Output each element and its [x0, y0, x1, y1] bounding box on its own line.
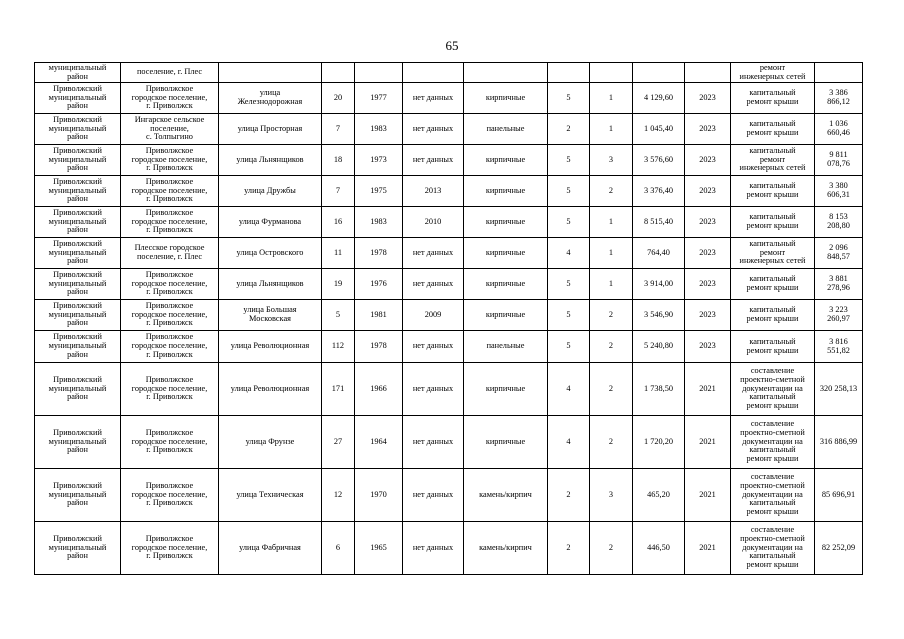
- work-type-cell: составление проектно-сметной документации на капитальный ремонт крыши: [731, 416, 815, 469]
- entrances-cell: 2: [590, 176, 633, 207]
- last-repair-year-cell: 2010: [403, 207, 464, 238]
- plan-year-cell: 2023: [685, 114, 731, 145]
- last-repair-year-cell: нет данных: [403, 416, 464, 469]
- page-number: 65: [445, 38, 459, 53]
- work-type-cell: капитальный ремонт крыши: [731, 300, 815, 331]
- settlement-cell: Приволжское городское поселение, г. Приволжск: [121, 416, 219, 469]
- house-number-cell: 6: [322, 522, 355, 575]
- table-row: [35, 207, 863, 238]
- plan-year-cell: 2021: [685, 469, 731, 522]
- build-year-cell: 1983: [355, 207, 403, 238]
- municipality-cell: Приволжский муниципальный район: [35, 207, 121, 238]
- work-type-cell: капитальный ремонт крыши: [731, 83, 815, 114]
- settlement-cell: Ингарское сельское поселение, с. Толпыгино: [121, 114, 219, 145]
- entrances-cell: 1: [590, 207, 633, 238]
- work-type-cell: капитальный ремонт инженерных сетей: [731, 238, 815, 269]
- last-repair-year-cell: нет данных: [403, 238, 464, 269]
- street-cell: улица Островского: [219, 238, 322, 269]
- settlement-cell: Приволжское городское поселение, г. Приволжск: [121, 269, 219, 300]
- area-cell: 3 576,60: [633, 145, 685, 176]
- work-type-cell: капитальный ремонт крыши: [731, 176, 815, 207]
- plan-year-cell: 2023: [685, 207, 731, 238]
- settlement-cell: Приволжское городское поселение, г. Приволжск: [121, 83, 219, 114]
- table-row: [35, 176, 863, 207]
- entrances-cell: 2: [590, 363, 633, 416]
- cost-cell: 2 096 848,57: [815, 238, 863, 269]
- municipality-cell: Приволжский муниципальный район: [35, 145, 121, 176]
- cost-cell: 3 223 260,97: [815, 300, 863, 331]
- table-body: [35, 63, 863, 575]
- work-type-cell: капитальный ремонт крыши: [731, 114, 815, 145]
- cost-cell: [815, 63, 863, 83]
- entrances-cell: 1: [590, 238, 633, 269]
- entrances-cell: 2: [590, 331, 633, 363]
- cost-cell: 316 886,99: [815, 416, 863, 469]
- municipality-cell: Приволжский муниципальный район: [35, 416, 121, 469]
- table-row: [35, 300, 863, 331]
- floors-cell: 5: [548, 176, 590, 207]
- build-year-cell: 1964: [355, 416, 403, 469]
- municipality-cell: Приволжский муниципальный район: [35, 269, 121, 300]
- street-cell: улица Фабричная: [219, 522, 322, 575]
- entrances-cell: 2: [590, 300, 633, 331]
- floors-cell: 4: [548, 238, 590, 269]
- plan-year-cell: 2023: [685, 300, 731, 331]
- table-row: [35, 83, 863, 114]
- plan-year-cell: [685, 63, 731, 83]
- house-number-cell: 20: [322, 83, 355, 114]
- street-cell: улица Льнянщиков: [219, 145, 322, 176]
- cost-cell: 82 252,09: [815, 522, 863, 575]
- house-number-cell: 19: [322, 269, 355, 300]
- build-year-cell: 1966: [355, 363, 403, 416]
- municipality-cell: Приволжский муниципальный район: [35, 469, 121, 522]
- entrances-cell: 1: [590, 269, 633, 300]
- plan-year-cell: 2023: [685, 145, 731, 176]
- municipality-cell: Приволжский муниципальный район: [35, 522, 121, 575]
- wall-material-cell: кирпичные: [464, 176, 548, 207]
- table-row: [35, 238, 863, 269]
- wall-material-cell: панельные: [464, 331, 548, 363]
- table-row: [35, 145, 863, 176]
- floors-cell: 4: [548, 363, 590, 416]
- street-cell: улица Железнодорожная: [219, 83, 322, 114]
- floors-cell: 4: [548, 416, 590, 469]
- wall-material-cell: кирпичные: [464, 83, 548, 114]
- table-row: [35, 363, 863, 416]
- wall-material-cell: кирпичные: [464, 269, 548, 300]
- settlement-cell: Приволжское городское поселение, г. Приволжск: [121, 331, 219, 363]
- wall-material-cell: панельные: [464, 114, 548, 145]
- floors-cell: 5: [548, 269, 590, 300]
- floors-cell: 2: [548, 114, 590, 145]
- build-year-cell: 1965: [355, 522, 403, 575]
- settlement-cell: Приволжское городское поселение, г. Приволжск: [121, 522, 219, 575]
- wall-material-cell: кирпичные: [464, 416, 548, 469]
- floors-cell: 2: [548, 469, 590, 522]
- cost-cell: 3 380 606,31: [815, 176, 863, 207]
- area-cell: 1 045,40: [633, 114, 685, 145]
- house-number-cell: 27: [322, 416, 355, 469]
- house-number-cell: [322, 63, 355, 83]
- cost-cell: 8 153 208,80: [815, 207, 863, 238]
- cost-cell: 320 258,13: [815, 363, 863, 416]
- housing-repair-table: [34, 62, 863, 575]
- settlement-cell: Приволжское городское поселение, г. Приволжск: [121, 469, 219, 522]
- table-row: [35, 416, 863, 469]
- area-cell: 1 720,20: [633, 416, 685, 469]
- cost-cell: 3 816 551,82: [815, 331, 863, 363]
- house-number-cell: 7: [322, 176, 355, 207]
- municipality-cell: Приволжский муниципальный район: [35, 331, 121, 363]
- floors-cell: 5: [548, 300, 590, 331]
- build-year-cell: 1976: [355, 269, 403, 300]
- plan-year-cell: 2021: [685, 363, 731, 416]
- table-row: [35, 331, 863, 363]
- table-row: [35, 269, 863, 300]
- build-year-cell: [355, 63, 403, 83]
- settlement-cell: Приволжское городское поселение, г. Приволжск: [121, 176, 219, 207]
- area-cell: 3 546,90: [633, 300, 685, 331]
- last-repair-year-cell: нет данных: [403, 145, 464, 176]
- area-cell: 3 914,00: [633, 269, 685, 300]
- wall-material-cell: кирпичные: [464, 363, 548, 416]
- floors-cell: [548, 63, 590, 83]
- build-year-cell: 1978: [355, 331, 403, 363]
- area-cell: [633, 63, 685, 83]
- table-row: [35, 522, 863, 575]
- area-cell: 3 376,40: [633, 176, 685, 207]
- entrances-cell: [590, 63, 633, 83]
- settlement-cell: поселение, г. Плес: [121, 63, 219, 83]
- cost-cell: 3 386 866,12: [815, 83, 863, 114]
- last-repair-year-cell: нет данных: [403, 522, 464, 575]
- municipality-cell: Приволжский муниципальный район: [35, 114, 121, 145]
- street-cell: улица Просторная: [219, 114, 322, 145]
- municipality-cell: Приволжский муниципальный район: [35, 300, 121, 331]
- house-number-cell: 171: [322, 363, 355, 416]
- street-cell: улица Революционная: [219, 363, 322, 416]
- house-number-cell: 112: [322, 331, 355, 363]
- wall-material-cell: камень/кирпич: [464, 522, 548, 575]
- settlement-cell: Приволжское городское поселение, г. Приволжск: [121, 300, 219, 331]
- municipality-cell: Приволжский муниципальный район: [35, 176, 121, 207]
- floors-cell: 5: [548, 331, 590, 363]
- work-type-cell: капитальный ремонт инженерных сетей: [731, 145, 815, 176]
- street-cell: улица Революционная: [219, 331, 322, 363]
- entrances-cell: 1: [590, 114, 633, 145]
- settlement-cell: Приволжское городское поселение, г. Приволжск: [121, 363, 219, 416]
- wall-material-cell: камень/кирпич: [464, 469, 548, 522]
- work-type-cell: составление проектно-сметной документации на капитальный ремонт крыши: [731, 469, 815, 522]
- municipality-cell: Приволжский муниципальный район: [35, 83, 121, 114]
- cost-cell: 9 811 078,76: [815, 145, 863, 176]
- build-year-cell: 1983: [355, 114, 403, 145]
- floors-cell: 5: [548, 145, 590, 176]
- last-repair-year-cell: нет данных: [403, 363, 464, 416]
- floors-cell: 5: [548, 207, 590, 238]
- municipality-cell: Приволжский муниципальный район: [35, 238, 121, 269]
- area-cell: 465,20: [633, 469, 685, 522]
- house-number-cell: 7: [322, 114, 355, 145]
- work-type-cell: капитальный ремонт крыши: [731, 207, 815, 238]
- build-year-cell: 1970: [355, 469, 403, 522]
- house-number-cell: 18: [322, 145, 355, 176]
- entrances-cell: 2: [590, 522, 633, 575]
- street-cell: улица Фрунзе: [219, 416, 322, 469]
- house-number-cell: 12: [322, 469, 355, 522]
- table-row: [35, 469, 863, 522]
- area-cell: 1 738,50: [633, 363, 685, 416]
- street-cell: улица Льнянщиков: [219, 269, 322, 300]
- work-type-cell: капитальный ремонт крыши: [731, 331, 815, 363]
- work-type-cell: составление проектно-сметной документации на капитальный ремонт крыши: [731, 363, 815, 416]
- last-repair-year-cell: нет данных: [403, 269, 464, 300]
- last-repair-year-cell: нет данных: [403, 331, 464, 363]
- settlement-cell: Приволжское городское поселение, г. Приволжск: [121, 207, 219, 238]
- municipality-cell: Приволжский муниципальный район: [35, 363, 121, 416]
- cost-cell: 1 036 660,46: [815, 114, 863, 145]
- build-year-cell: 1978: [355, 238, 403, 269]
- floors-cell: 5: [548, 83, 590, 114]
- entrances-cell: 2: [590, 416, 633, 469]
- street-cell: улица Большая Московская: [219, 300, 322, 331]
- street-cell: улица Дружбы: [219, 176, 322, 207]
- wall-material-cell: кирпичные: [464, 238, 548, 269]
- build-year-cell: 1981: [355, 300, 403, 331]
- street-cell: улица Фурманова: [219, 207, 322, 238]
- plan-year-cell: 2023: [685, 269, 731, 300]
- work-type-cell: ремонт инженерных сетей: [731, 63, 815, 83]
- work-type-cell: капитальный ремонт крыши: [731, 269, 815, 300]
- area-cell: 8 515,40: [633, 207, 685, 238]
- settlement-cell: Приволжское городское поселение, г. Приволжск: [121, 145, 219, 176]
- plan-year-cell: 2021: [685, 522, 731, 575]
- last-repair-year-cell: 2013: [403, 176, 464, 207]
- house-number-cell: 11: [322, 238, 355, 269]
- last-repair-year-cell: 2009: [403, 300, 464, 331]
- wall-material-cell: кирпичные: [464, 300, 548, 331]
- wall-material-cell: кирпичные: [464, 207, 548, 238]
- last-repair-year-cell: нет данных: [403, 469, 464, 522]
- entrances-cell: 3: [590, 145, 633, 176]
- build-year-cell: 1977: [355, 83, 403, 114]
- table-row: [35, 63, 863, 83]
- wall-material-cell: [464, 63, 548, 83]
- cost-cell: 3 881 278,96: [815, 269, 863, 300]
- wall-material-cell: кирпичные: [464, 145, 548, 176]
- settlement-cell: Плесское городское поселение, г. Плес: [121, 238, 219, 269]
- municipality-cell: муниципальный район: [35, 63, 121, 83]
- plan-year-cell: 2021: [685, 416, 731, 469]
- area-cell: 446,50: [633, 522, 685, 575]
- floors-cell: 2: [548, 522, 590, 575]
- area-cell: 4 129,60: [633, 83, 685, 114]
- build-year-cell: 1973: [355, 145, 403, 176]
- last-repair-year-cell: нет данных: [403, 83, 464, 114]
- plan-year-cell: 2023: [685, 238, 731, 269]
- house-number-cell: 16: [322, 207, 355, 238]
- plan-year-cell: 2023: [685, 176, 731, 207]
- last-repair-year-cell: [403, 63, 464, 83]
- street-cell: [219, 63, 322, 83]
- table-row: [35, 114, 863, 145]
- work-type-cell: составление проектно-сметной документации на капитальный ремонт крыши: [731, 522, 815, 575]
- build-year-cell: 1975: [355, 176, 403, 207]
- street-cell: улица Техническая: [219, 469, 322, 522]
- entrances-cell: 1: [590, 83, 633, 114]
- house-number-cell: 5: [322, 300, 355, 331]
- area-cell: 764,40: [633, 238, 685, 269]
- cost-cell: 85 696,91: [815, 469, 863, 522]
- last-repair-year-cell: нет данных: [403, 114, 464, 145]
- area-cell: 5 240,80: [633, 331, 685, 363]
- entrances-cell: 3: [590, 469, 633, 522]
- plan-year-cell: 2023: [685, 83, 731, 114]
- plan-year-cell: 2023: [685, 331, 731, 363]
